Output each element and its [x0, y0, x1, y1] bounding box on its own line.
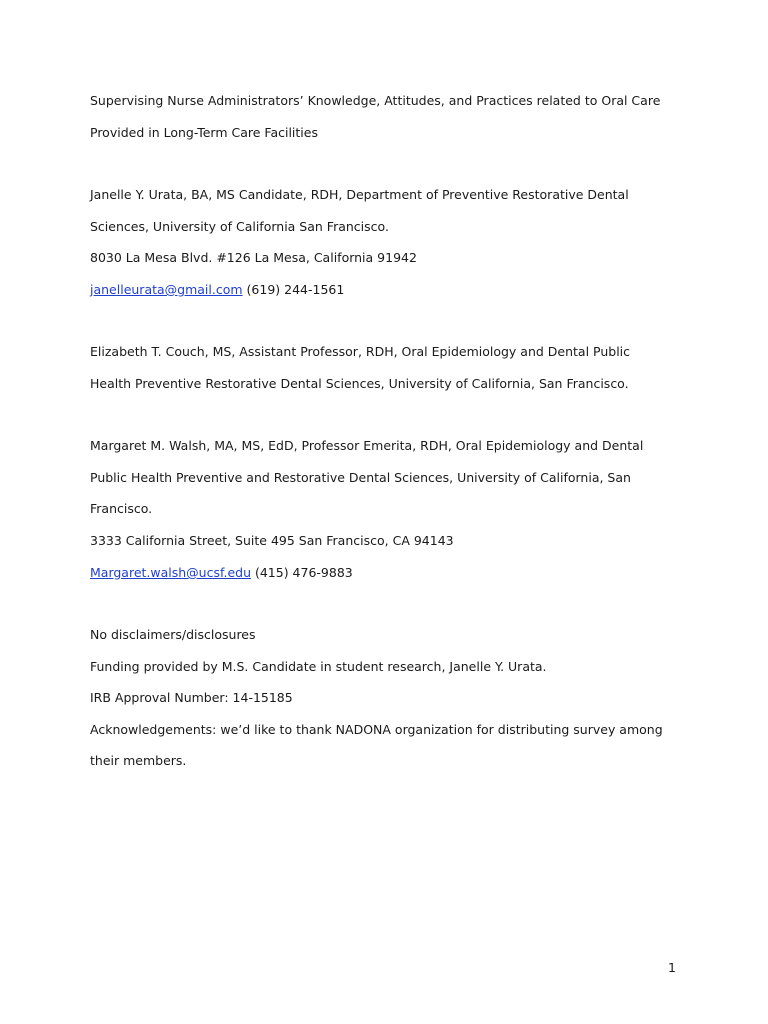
irb-approval-note: IRB Approval Number: 14-15185 [90, 690, 293, 705]
acknowledgements-line-1: Acknowledgements: we’d like to thank NADONA organization for distributing survey among [90, 722, 663, 737]
funding-note: Funding provided by M.S. Candidate in student research, Janelle Y. Urata. [90, 659, 547, 674]
author-3-affiliation-line-3: Francisco. [90, 501, 153, 516]
author-1-email-link[interactable]: janelleurata@gmail.com [90, 282, 243, 297]
author-3-contact [90, 565, 353, 581]
author-3-affiliation-line-2: Public Health Preventive and Restorative Dental Sciences, University of California, San [90, 470, 631, 485]
acknowledgements-line-2: their members. [90, 753, 187, 768]
title-line-1: Supervising Nurse Administrators’ Knowledge, Attitudes, and Practices related to Oral Care [90, 93, 661, 108]
author-2-affiliation-line-2: Health Preventive Restorative Dental Sciences, University of California, San Francisco. [90, 376, 629, 391]
title-line-2: Provided in Long-Term Care Facilities [90, 125, 318, 140]
author-3-phone: (415) 476-9883 [251, 565, 353, 580]
author-3-email-link[interactable]: Margaret.walsh@ucsf.edu [90, 565, 251, 580]
author-1-affiliation-line-1: Janelle Y. Urata, BA, MS Candidate, RDH, Department of Preventive Restorative Dental [90, 187, 629, 202]
author-3-affiliation-line-1: Margaret M. Walsh, MA, MS, EdD, Professor Emerita, RDH, Oral Epidemiology and Dental [90, 438, 644, 453]
author-1-address: 8030 La Mesa Blvd. #126 La Mesa, California 91942 [90, 250, 417, 265]
author-1-contact [90, 282, 344, 298]
author-1-affiliation-line-2: Sciences, University of California San Francisco. [90, 219, 389, 234]
author-2-affiliation-line-1: Elizabeth T. Couch, MS, Assistant Professor, RDH, Oral Epidemiology and Dental Public [90, 344, 631, 359]
page-number: 1 [668, 960, 676, 975]
author-1-phone: (619) 244-1561 [242, 282, 345, 297]
author-3-address: 3333 California Street, Suite 495 San Francisco, CA 94143 [90, 533, 454, 548]
disclaimers-note: No disclaimers/disclosures [90, 627, 256, 642]
